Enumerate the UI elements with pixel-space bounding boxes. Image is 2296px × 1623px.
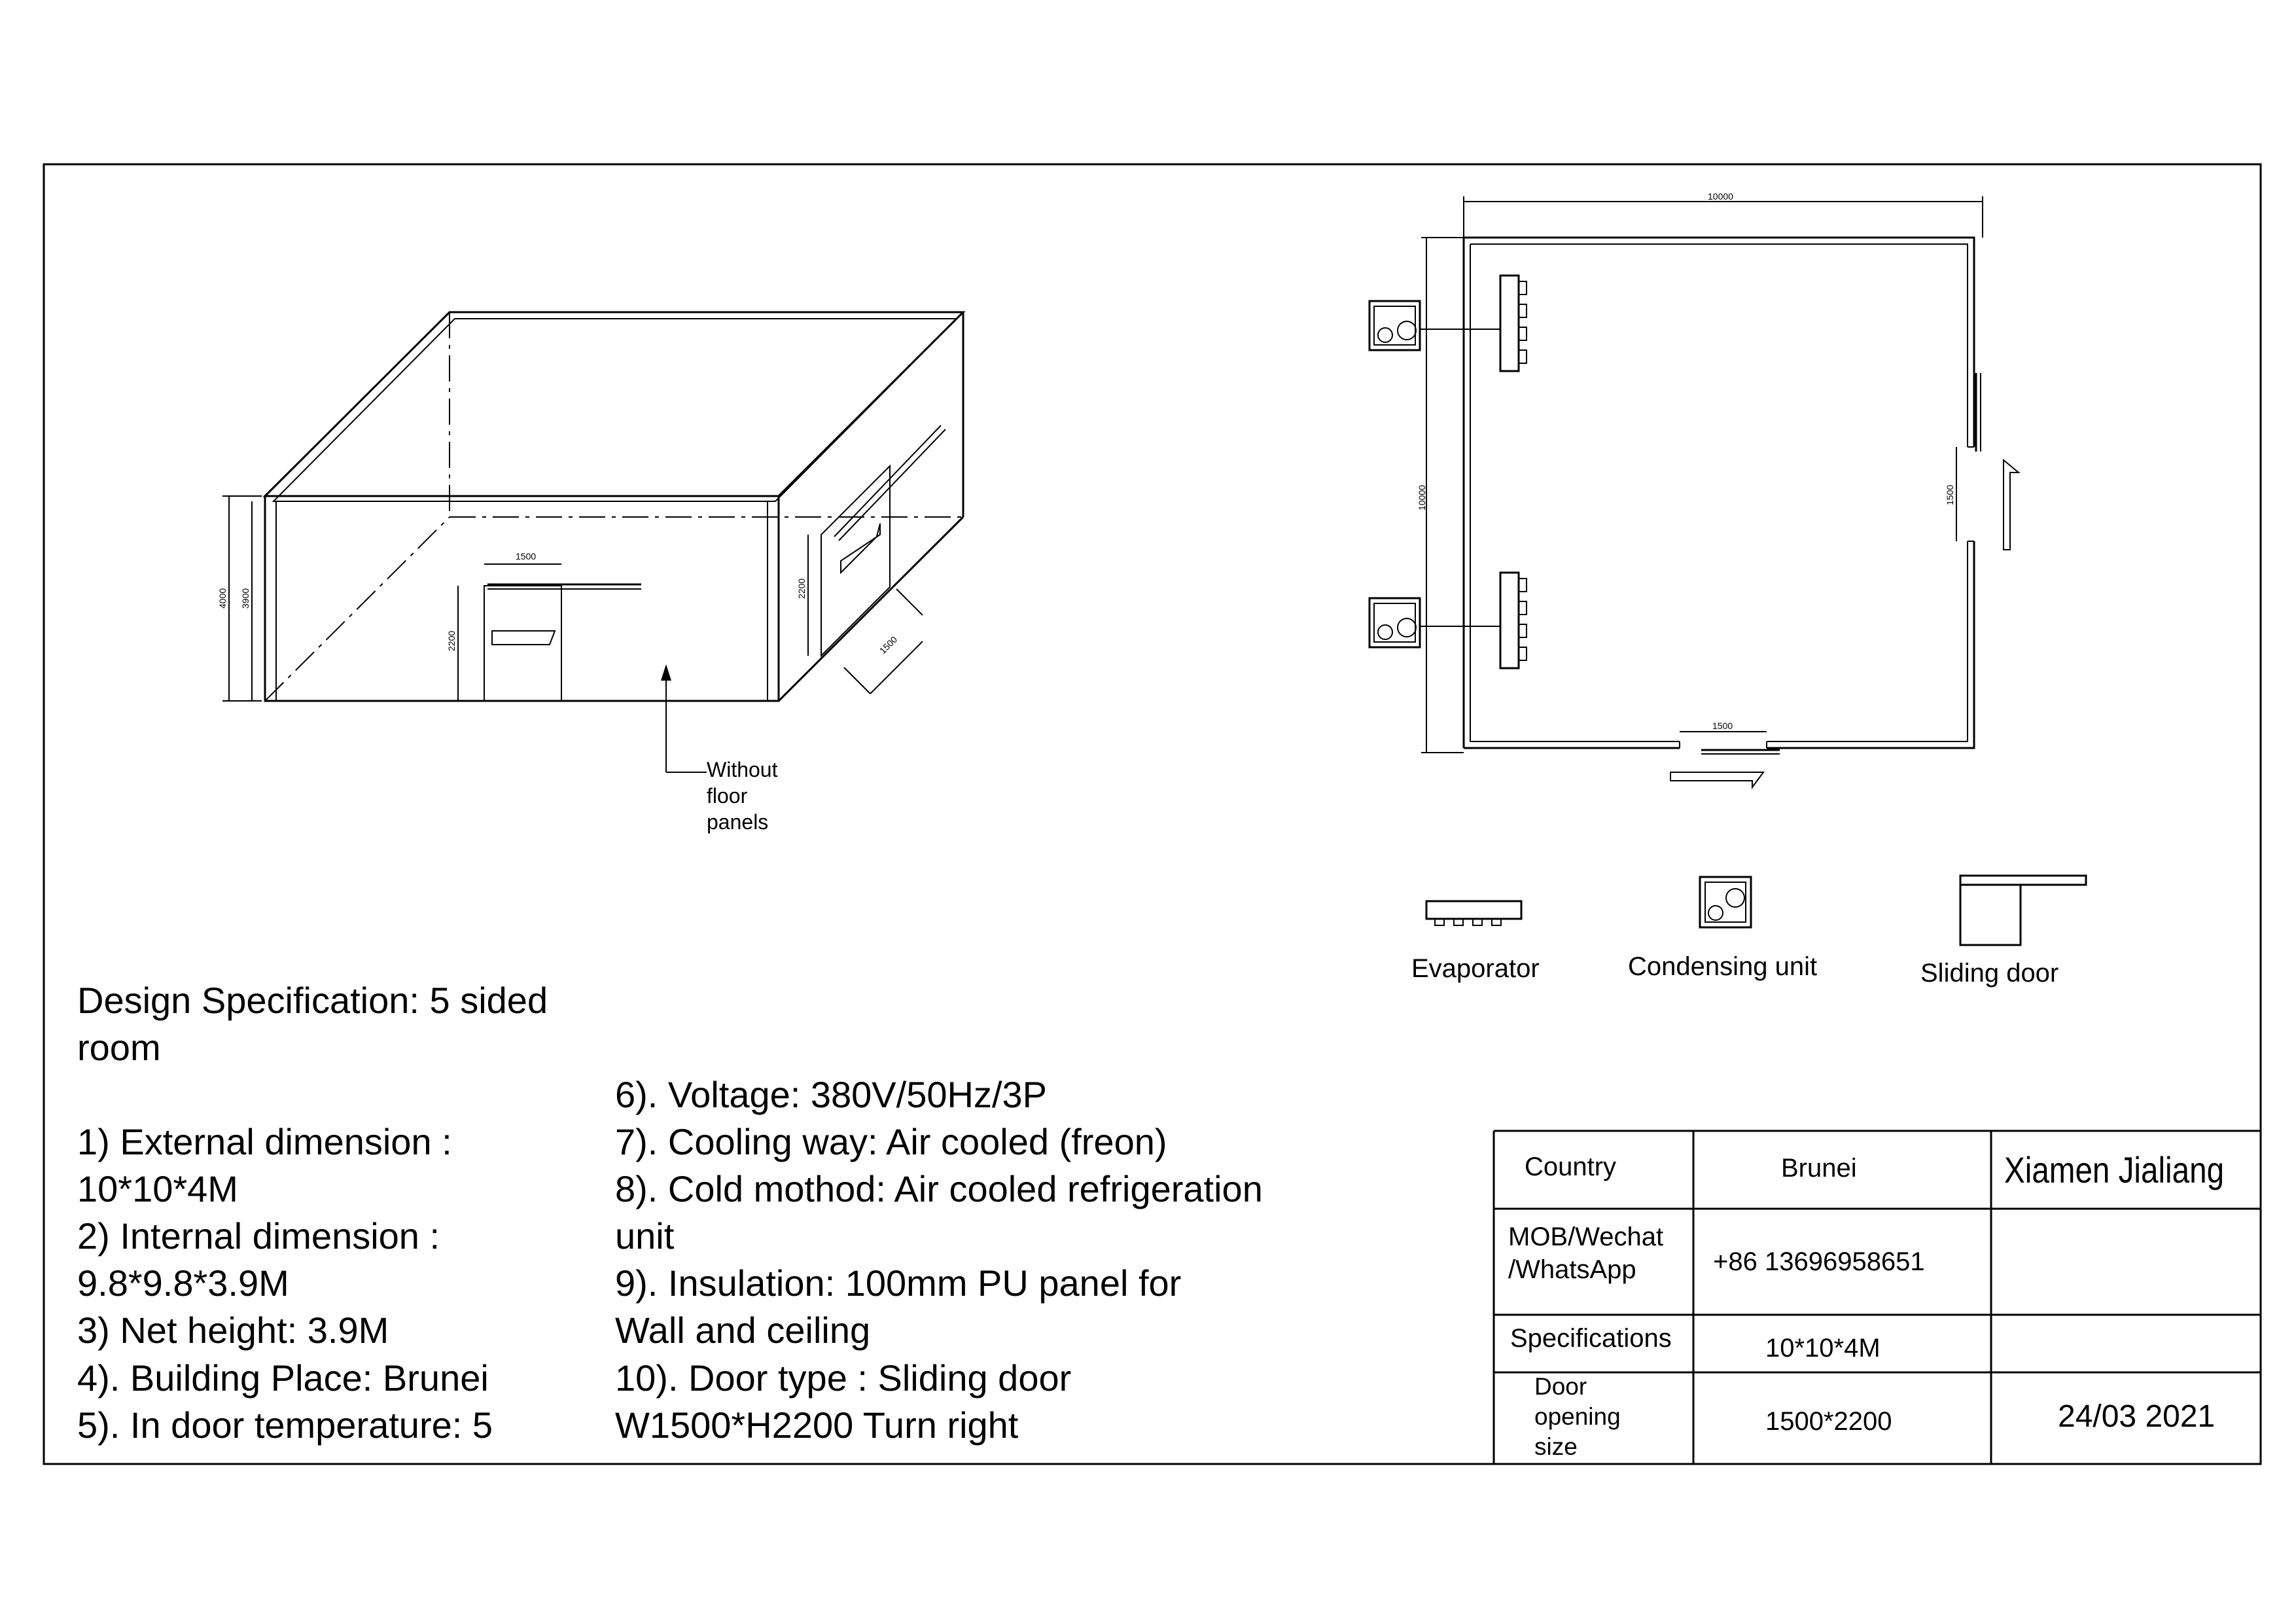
mob-label-line-1: MOB/Wechat	[1508, 1222, 1664, 1251]
iso-dim-door-height: 2200	[446, 630, 457, 651]
spec-item-3: 3) Net height: 3.9M	[77, 1310, 389, 1351]
country-label: Country	[1525, 1152, 1617, 1181]
spec-item-5: 5). In door temperature: 5	[77, 1404, 493, 1446]
door-size-label-line-3: size	[1534, 1433, 1578, 1460]
spec-item-10b: W1500*H2200 Turn right	[615, 1404, 1019, 1446]
door-size-label-line-1: Door	[1534, 1373, 1587, 1400]
legend	[1411, 876, 2086, 988]
spec-item-8a: 8). Cold mothod: Air cooled refrigeration	[615, 1168, 1263, 1209]
sliding-door-icon	[1960, 876, 2086, 945]
company-name: Xiamen Jialiang	[2004, 1149, 2225, 1190]
specifications-label: Specifications	[1510, 1324, 1672, 1353]
spec-item-7: 7). Cooling way: Air cooled (freon)	[615, 1121, 1167, 1162]
spec-item-8b: unit	[615, 1215, 675, 1257]
iso-dim-height-3900: 3900	[240, 588, 251, 609]
plan-dim-top: 10000	[1708, 191, 1733, 202]
spec-item-2b: 9.8*9.8*3.9M	[77, 1262, 289, 1304]
legend-sliding-door-label: Sliding door	[1920, 959, 2059, 988]
mob-value: +86 13696958651	[1713, 1247, 1925, 1276]
callout-line-2: floor	[707, 784, 748, 808]
spec-item-10a: 10). Door type : Sliding door	[615, 1357, 1072, 1399]
callout-line-1: Without	[707, 758, 778, 781]
condensing-unit-icon	[1700, 877, 1751, 927]
spec-item-2a: 2) Internal dimension :	[77, 1215, 440, 1257]
legend-condensing-unit-label: Condensing unit	[1628, 952, 1818, 981]
legend-evaporator-label: Evaporator	[1411, 954, 1540, 983]
isometric-view	[217, 312, 963, 834]
spec-title-line-1: Design Specification: 5 sided	[77, 980, 548, 1021]
spec-title-line-2: room	[77, 1027, 161, 1068]
plan-dim-left: 10000	[1417, 485, 1427, 510]
spec-item-1b: 10*10*4M	[77, 1168, 238, 1209]
iso-dim-side-door-width: 1500	[877, 633, 900, 656]
spec-item-4: 4). Building Place: Brunei	[77, 1357, 489, 1399]
spec-item-9a: 9). Insulation: 100mm PU panel for	[615, 1262, 1182, 1304]
door-size-value: 1500*2200	[1765, 1407, 1892, 1436]
iso-dim-side-door-height: 2200	[796, 578, 807, 599]
plan-view	[1369, 191, 2019, 787]
spec-item-6: 6). Voltage: 380V/50Hz/3P	[615, 1074, 1047, 1115]
drawing-date: 24/03 2021	[2058, 1399, 2216, 1434]
spec-item-1a: 1) External dimension :	[77, 1121, 452, 1162]
plan-dim-bottom: 1500	[1712, 721, 1733, 731]
callout-line-3: panels	[707, 810, 769, 834]
specifications-value: 10*10*4M	[1765, 1334, 1881, 1363]
iso-dim-width: 1500	[516, 551, 537, 562]
door-size-label-line-2: opening	[1534, 1403, 1621, 1430]
iso-dim-height-4000: 4000	[217, 588, 228, 609]
country-value: Brunei	[1781, 1154, 1857, 1183]
plan-dim-right: 1500	[1945, 484, 1955, 505]
spec-item-9b: Wall and ceiling	[615, 1310, 871, 1351]
evaporator-icon	[1426, 901, 1521, 919]
mob-label-line-2: /WhatsApp	[1508, 1255, 1636, 1284]
